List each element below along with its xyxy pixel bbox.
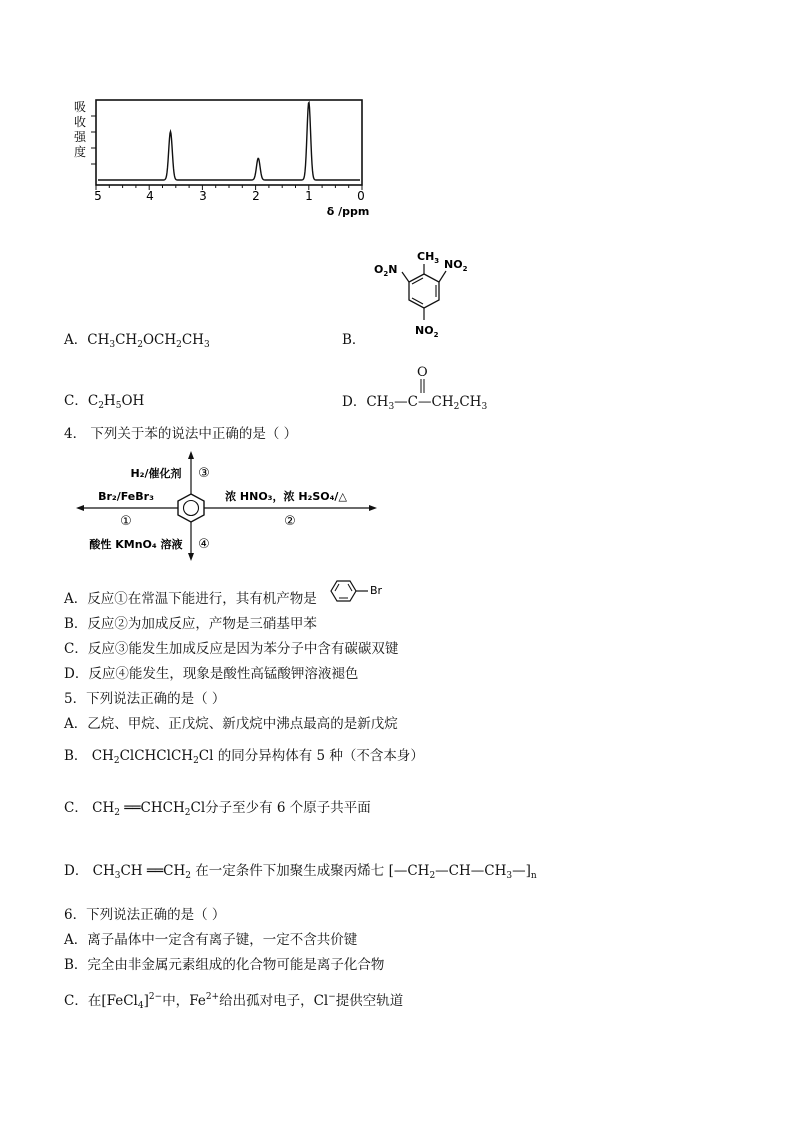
option-text: 分子至少有 6 个原子共平面 bbox=[205, 800, 371, 816]
question-4-stem: 4． 下列关于苯的说法中正确的是（ ） bbox=[64, 426, 298, 442]
option-text: 的同分异构体有 5 种（不含本身） bbox=[217, 748, 424, 764]
option-4a bbox=[64, 590, 317, 608]
option-4c: C．反应③能发生加成反应是因为苯分子中含有碳碳双键 bbox=[64, 641, 399, 657]
bromobenzene-structure bbox=[326, 576, 396, 606]
option-label: C．在 bbox=[64, 993, 102, 1009]
option-3b bbox=[342, 331, 365, 349]
benzene-reaction-scheme bbox=[74, 450, 384, 562]
option-label: B． bbox=[64, 748, 88, 764]
nmr-ylabel-char: 度 bbox=[73, 145, 87, 159]
nmr-frame bbox=[96, 100, 362, 185]
option-6b: B．完全由非金属元素组成的化合物可能是离子化合物 bbox=[64, 957, 385, 973]
tnt-structure bbox=[368, 246, 488, 346]
option-3d: D．$CH_3—C—CH_2CH_3$ bbox=[342, 394, 488, 412]
nmr-trace bbox=[98, 103, 360, 181]
option-5b: B． $CH_2ClCHClCH_2Cl$ 的同分异构体有 5 种（不含本身） bbox=[64, 748, 424, 766]
option-label: A． bbox=[64, 332, 88, 348]
nmr-tick-label: 1 bbox=[305, 189, 313, 203]
option-5d: D． $CH_3CH$ $══CH_2$ 在一定条件下加聚生成聚丙烯七 $[—CH_2—CH—CH_3—]_n$ bbox=[64, 863, 537, 881]
reaction-4-reagent: 酸性 KMnO₄ 溶液 bbox=[89, 538, 183, 551]
question-5-stem: 5．下列说法正确的是（ ） bbox=[64, 691, 226, 707]
option-3c: C．$C_2H_5OH$ bbox=[64, 393, 145, 411]
reaction-3-number: ③ bbox=[198, 466, 210, 481]
tnt-ch3-label: CH bbox=[417, 250, 435, 263]
nmr-tick-label: 3 bbox=[199, 189, 207, 203]
option-label: C． bbox=[64, 800, 88, 816]
carbonyl-double-bond bbox=[418, 379, 428, 395]
option-text: A．反应①在常温下能进行，其有机产物是 bbox=[64, 591, 317, 607]
option-text: 在一定条件下加聚生成聚丙烯七 bbox=[195, 863, 385, 879]
option-4d: D．反应④能发生，现象是酸性高锰酸钾溶液褪色 bbox=[64, 666, 359, 682]
option-label: D． bbox=[342, 394, 367, 410]
reaction-2-reagent: 浓 HNO₃，浓 H₂SO₄/△ bbox=[225, 490, 347, 503]
option-text: 给出孤对电子， bbox=[219, 993, 314, 1009]
carbonyl-oxygen: O bbox=[417, 365, 428, 380]
svg-text:NO2: $NO_2$ bbox=[444, 258, 468, 273]
option-label: B． bbox=[342, 332, 366, 348]
option-5a: A．乙烷、甲烷、正戊烷、新戊烷中沸点最高的是新戊烷 bbox=[64, 716, 398, 732]
bromine-label: Br bbox=[370, 584, 383, 597]
option-text: 中， bbox=[162, 993, 190, 1009]
reaction-3-reagent: H₂/催化剂 bbox=[130, 467, 182, 480]
option-label: C． bbox=[64, 393, 88, 409]
nmr-ylabel-char: 强 bbox=[73, 130, 87, 144]
nmr-tick-label: 4 bbox=[146, 189, 154, 203]
question-6-stem: 6．下列说法正确的是（ ） bbox=[64, 907, 226, 923]
option-4b: B．反应②为加成反应，产物是三硝基甲苯 bbox=[64, 616, 317, 632]
svg-text:NO2: $NO_2$ bbox=[415, 324, 439, 339]
nmr-ylabel-char: 吸 bbox=[73, 100, 87, 114]
option-6a: A．离子晶体中一定含有离子键，一定不含共价键 bbox=[64, 932, 358, 948]
polymer-formula: $[—CH_2—CH—CH_3—]_n$ bbox=[388, 863, 537, 881]
tnt-no2-label: NO bbox=[444, 258, 463, 271]
nmr-ylabel-char: 收 bbox=[73, 115, 87, 129]
nmr-spectrum bbox=[66, 94, 386, 224]
reaction-4-number: ④ bbox=[198, 537, 210, 552]
option-3a: A．$CH_3CH_2OCH_2CH_3$ bbox=[64, 332, 210, 350]
svg-text:O2N: $O_2N$ bbox=[374, 263, 398, 278]
nmr-tick-label: 5 bbox=[94, 189, 102, 203]
reaction-1-reagent: Br₂/FeBr₃ bbox=[98, 490, 154, 503]
tnt-no2-label: NO bbox=[415, 324, 434, 337]
option-text: 提供空轨道 bbox=[335, 993, 404, 1009]
nmr-tick-label: 2 bbox=[252, 189, 260, 203]
svg-text:CH3: $CH_3$ bbox=[417, 250, 440, 265]
nmr-xlabel: δ /ppm bbox=[326, 205, 370, 218]
nmr-tick-label: 0 bbox=[357, 189, 365, 203]
reaction-1-number: ① bbox=[120, 514, 132, 529]
reaction-2-number: ② bbox=[284, 514, 296, 529]
option-6c: C．在[FeCl$_4$]$^{2-}$中，$Fe^{2+}$给出孤对电子，Cl−提供空轨道 bbox=[64, 992, 404, 1011]
nmr-ylabel bbox=[74, 100, 87, 159]
option-5c: C． $CH_2$ $══CHCH_2Cl$分子至少有 6 个原子共平面 bbox=[64, 800, 371, 818]
option-label: D． bbox=[64, 863, 89, 879]
